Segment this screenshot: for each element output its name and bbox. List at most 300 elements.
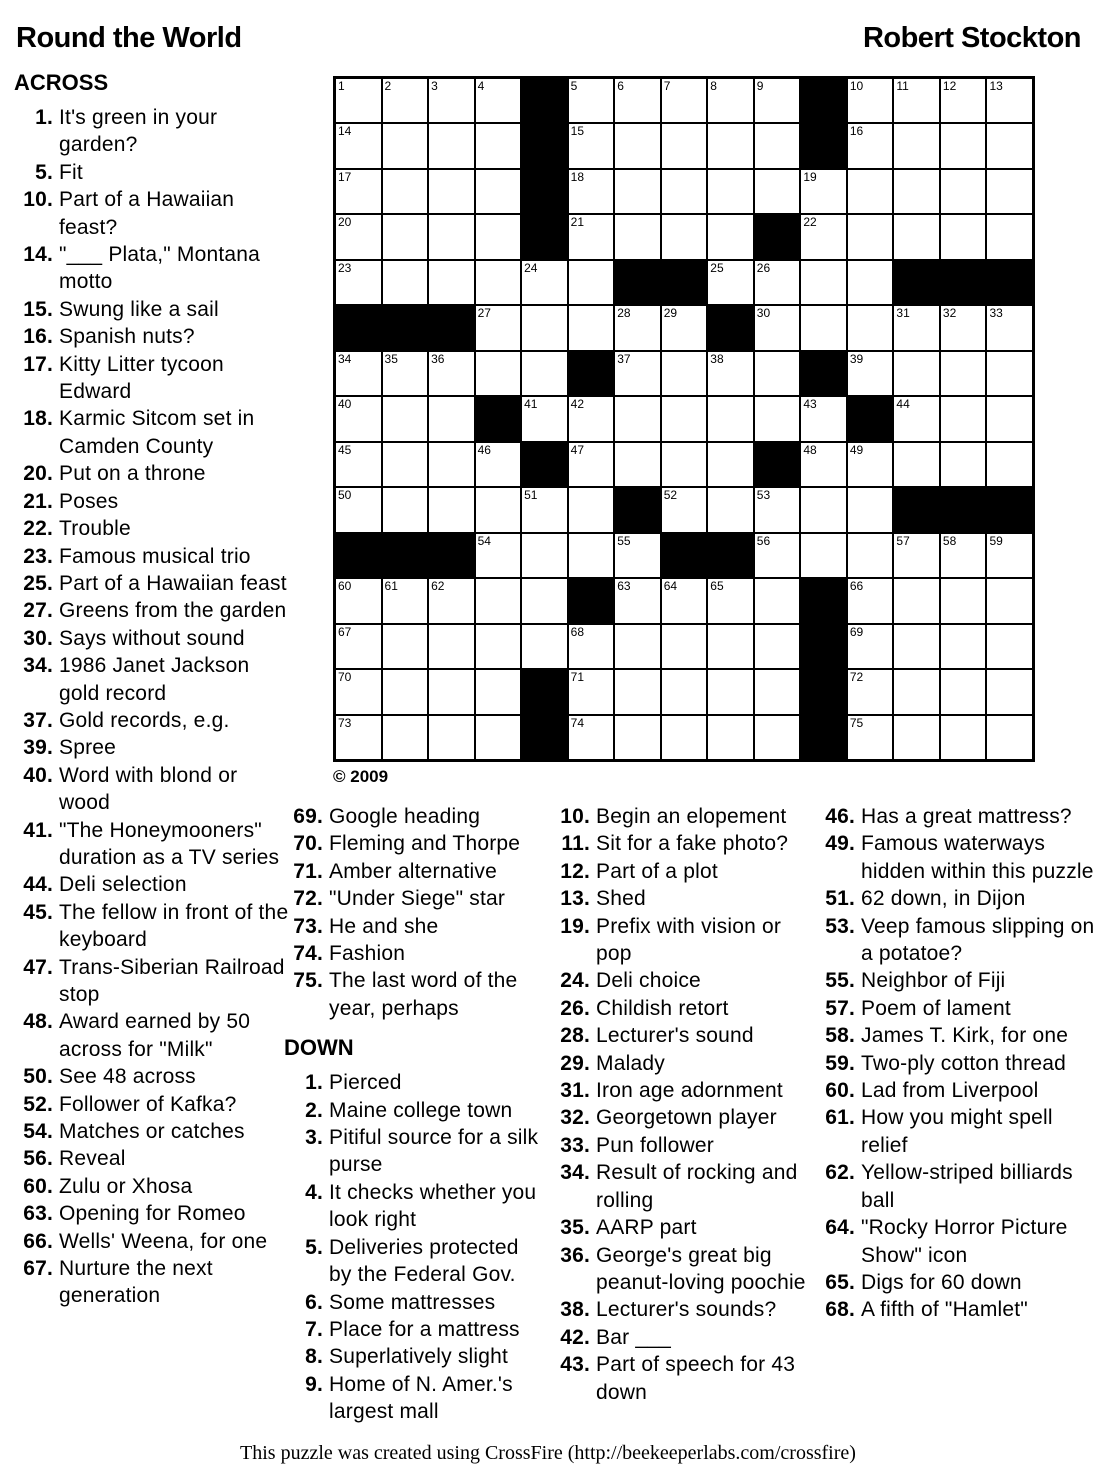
across-clue-17 bbox=[13, 351, 289, 406]
white-cell[interactable] bbox=[336, 488, 381, 531]
white-cell[interactable] bbox=[987, 170, 1032, 213]
white-cell[interactable] bbox=[476, 579, 521, 622]
white-cell[interactable] bbox=[383, 443, 428, 486]
white-cell[interactable] bbox=[383, 579, 428, 622]
white-cell[interactable] bbox=[662, 579, 707, 622]
down-clue-29 bbox=[550, 1050, 816, 1077]
white-cell[interactable] bbox=[708, 625, 753, 668]
cell-number: 63 bbox=[617, 579, 631, 594]
black-cell bbox=[801, 352, 846, 395]
white-cell[interactable] bbox=[708, 352, 753, 395]
across-clue-21 bbox=[13, 488, 289, 515]
white-cell[interactable] bbox=[987, 124, 1032, 167]
clue-number: 70. bbox=[293, 832, 323, 856]
down-clue-62 bbox=[815, 1159, 1096, 1214]
white-cell[interactable] bbox=[894, 215, 939, 258]
white-cell[interactable] bbox=[522, 261, 567, 304]
clue-text: 62 down, in Dijon bbox=[861, 887, 1026, 911]
white-cell[interactable] bbox=[848, 670, 893, 713]
white-cell[interactable] bbox=[987, 79, 1032, 122]
clue-number: 54. bbox=[23, 1120, 53, 1144]
white-cell[interactable] bbox=[383, 261, 428, 304]
clue-text: Poem of lament bbox=[861, 996, 1011, 1020]
clue-text: Neighbor of Fiji bbox=[861, 969, 1006, 993]
cell-number: 39 bbox=[849, 351, 864, 366]
white-cell[interactable] bbox=[848, 579, 893, 622]
clue-text: Famous musical trio bbox=[59, 544, 251, 568]
white-cell[interactable] bbox=[755, 534, 800, 577]
down-clue-55 bbox=[815, 967, 1096, 994]
white-cell[interactable] bbox=[801, 215, 846, 258]
white-cell[interactable] bbox=[476, 124, 521, 167]
white-cell[interactable] bbox=[476, 79, 521, 122]
white-cell[interactable] bbox=[755, 579, 800, 622]
down-clue-36 bbox=[550, 1242, 816, 1297]
white-cell[interactable] bbox=[522, 534, 567, 577]
clue-number: 18. bbox=[23, 407, 53, 431]
clue-number: 74. bbox=[293, 942, 323, 966]
white-cell[interactable] bbox=[848, 625, 893, 668]
black-cell bbox=[522, 215, 567, 258]
clue-number: 51. bbox=[825, 887, 855, 911]
clue-number: 4. bbox=[305, 1180, 323, 1204]
white-cell[interactable] bbox=[615, 625, 660, 668]
across-clue-30 bbox=[13, 625, 289, 652]
white-cell[interactable] bbox=[755, 306, 800, 349]
white-cell[interactable] bbox=[941, 306, 986, 349]
white-cell[interactable] bbox=[987, 579, 1032, 622]
white-cell[interactable] bbox=[941, 625, 986, 668]
white-cell[interactable] bbox=[522, 306, 567, 349]
clue-number: 56. bbox=[23, 1147, 53, 1171]
white-cell[interactable] bbox=[429, 124, 474, 167]
white-cell[interactable] bbox=[987, 306, 1032, 349]
black-cell bbox=[801, 579, 846, 622]
white-cell[interactable] bbox=[708, 670, 753, 713]
white-cell[interactable] bbox=[336, 625, 381, 668]
white-cell[interactable] bbox=[708, 215, 753, 258]
white-cell[interactable] bbox=[476, 670, 521, 713]
white-cell[interactable] bbox=[569, 124, 614, 167]
white-cell[interactable] bbox=[755, 670, 800, 713]
white-cell[interactable] bbox=[755, 124, 800, 167]
white-cell[interactable] bbox=[801, 170, 846, 213]
white-cell[interactable] bbox=[987, 215, 1032, 258]
white-cell[interactable] bbox=[336, 397, 381, 440]
white-cell[interactable] bbox=[662, 352, 707, 395]
cell-number: 30 bbox=[756, 306, 771, 321]
cell-number: 22 bbox=[803, 215, 817, 230]
clue-number: 33. bbox=[560, 1133, 590, 1157]
cell-number: 14 bbox=[338, 124, 352, 139]
white-cell[interactable] bbox=[569, 170, 614, 213]
white-cell[interactable] bbox=[708, 170, 753, 213]
white-cell[interactable] bbox=[569, 625, 614, 668]
white-cell[interactable] bbox=[894, 397, 939, 440]
clue-text: Home of N. Amer.'s largest mall bbox=[329, 1372, 513, 1424]
white-cell[interactable] bbox=[894, 443, 939, 486]
white-cell[interactable] bbox=[662, 397, 707, 440]
white-cell[interactable] bbox=[848, 124, 893, 167]
clue-text: Reveal bbox=[59, 1147, 126, 1171]
down-clue-13 bbox=[550, 885, 816, 912]
clue-number: 1. bbox=[305, 1071, 323, 1095]
clue-text: "Under Siege" star bbox=[329, 887, 506, 911]
white-cell[interactable] bbox=[755, 488, 800, 531]
white-cell[interactable] bbox=[941, 352, 986, 395]
white-cell[interactable] bbox=[476, 261, 521, 304]
white-cell[interactable] bbox=[708, 488, 753, 531]
white-cell[interactable] bbox=[894, 170, 939, 213]
white-cell[interactable] bbox=[941, 443, 986, 486]
clue-number: 23. bbox=[23, 544, 53, 568]
clue-number: 26. bbox=[560, 996, 590, 1020]
white-cell[interactable] bbox=[569, 443, 614, 486]
white-cell[interactable] bbox=[476, 443, 521, 486]
white-cell[interactable] bbox=[941, 579, 986, 622]
white-cell[interactable] bbox=[615, 79, 660, 122]
white-cell[interactable] bbox=[941, 716, 986, 759]
white-cell[interactable] bbox=[383, 352, 428, 395]
white-cell[interactable] bbox=[383, 124, 428, 167]
white-cell[interactable] bbox=[894, 716, 939, 759]
white-cell[interactable] bbox=[476, 625, 521, 668]
black-cell bbox=[336, 534, 381, 577]
clue-text: The last word of the year, perhaps bbox=[329, 969, 518, 1020]
white-cell[interactable] bbox=[383, 215, 428, 258]
white-cell[interactable] bbox=[987, 534, 1032, 577]
clue-number: 45. bbox=[23, 900, 53, 924]
down-clue-58 bbox=[815, 1022, 1096, 1049]
white-cell[interactable] bbox=[615, 443, 660, 486]
white-cell[interactable] bbox=[336, 79, 381, 122]
clue-number: 41. bbox=[23, 818, 53, 842]
white-cell[interactable] bbox=[522, 352, 567, 395]
white-cell[interactable] bbox=[662, 443, 707, 486]
white-cell[interactable] bbox=[801, 488, 846, 531]
clue-number: 31. bbox=[560, 1079, 590, 1103]
white-cell[interactable] bbox=[755, 352, 800, 395]
white-cell[interactable] bbox=[894, 79, 939, 122]
white-cell[interactable] bbox=[569, 488, 614, 531]
white-cell[interactable] bbox=[662, 716, 707, 759]
white-cell[interactable] bbox=[383, 170, 428, 213]
clue-number: 68. bbox=[825, 1298, 855, 1322]
cell-number: 72 bbox=[849, 670, 864, 685]
white-cell[interactable] bbox=[801, 261, 846, 304]
cell-number: 51 bbox=[524, 488, 538, 503]
across-clue-60 bbox=[13, 1173, 289, 1200]
clue-text: Kitty Litter tycoon Edward bbox=[59, 352, 224, 404]
down-clue-6 bbox=[283, 1289, 546, 1316]
cell-number: 20 bbox=[338, 215, 352, 230]
white-cell[interactable] bbox=[336, 579, 381, 622]
cell-number: 35 bbox=[384, 351, 398, 366]
white-cell[interactable] bbox=[569, 306, 614, 349]
white-cell[interactable] bbox=[662, 79, 707, 122]
white-cell[interactable] bbox=[615, 352, 660, 395]
white-cell[interactable] bbox=[848, 352, 893, 395]
white-cell[interactable] bbox=[569, 397, 614, 440]
across-clue-list-1 bbox=[13, 104, 289, 1310]
white-cell[interactable] bbox=[569, 215, 614, 258]
white-cell[interactable] bbox=[522, 625, 567, 668]
white-cell[interactable] bbox=[476, 215, 521, 258]
clue-number: 53. bbox=[825, 914, 855, 938]
clue-number: 60. bbox=[825, 1079, 855, 1103]
cell-number: 57 bbox=[896, 533, 910, 548]
white-cell[interactable] bbox=[476, 488, 521, 531]
white-cell[interactable] bbox=[987, 352, 1032, 395]
white-cell[interactable] bbox=[429, 579, 474, 622]
white-cell[interactable] bbox=[987, 397, 1032, 440]
white-cell[interactable] bbox=[476, 306, 521, 349]
clue-number: 52. bbox=[23, 1092, 53, 1116]
across-clue-list-2 bbox=[283, 803, 546, 1022]
white-cell[interactable] bbox=[615, 579, 660, 622]
white-cell[interactable] bbox=[662, 215, 707, 258]
down-clue-10 bbox=[550, 803, 816, 830]
white-cell[interactable] bbox=[615, 670, 660, 713]
clue-text: It's green in your garden? bbox=[59, 106, 218, 157]
across-clue-75 bbox=[283, 967, 546, 1022]
clue-number: 28. bbox=[560, 1024, 590, 1048]
white-cell[interactable] bbox=[615, 124, 660, 167]
black-cell bbox=[429, 306, 474, 349]
clue-number: 47. bbox=[23, 955, 53, 979]
down-clue-3 bbox=[283, 1124, 546, 1179]
clue-number: 46. bbox=[825, 805, 855, 828]
white-cell[interactable] bbox=[755, 79, 800, 122]
cell-number: 26 bbox=[756, 260, 771, 275]
white-cell[interactable] bbox=[429, 716, 474, 759]
across-clue-73 bbox=[283, 913, 546, 940]
down-clue-19 bbox=[550, 913, 816, 968]
cell-number: 46 bbox=[477, 442, 491, 457]
cell-number: 50 bbox=[338, 488, 352, 503]
black-cell bbox=[801, 124, 846, 167]
white-cell[interactable] bbox=[383, 716, 428, 759]
white-cell[interactable] bbox=[429, 397, 474, 440]
white-cell[interactable] bbox=[848, 488, 893, 531]
white-cell[interactable] bbox=[615, 716, 660, 759]
across-clue-67 bbox=[13, 1255, 289, 1310]
down-clue-51 bbox=[815, 885, 1096, 912]
white-cell[interactable] bbox=[336, 261, 381, 304]
cell-number: 34 bbox=[338, 351, 352, 366]
white-cell[interactable] bbox=[848, 443, 893, 486]
down-header: DOWN bbox=[284, 1035, 354, 1061]
black-cell bbox=[522, 79, 567, 122]
clue-text: Sit for a fake photo? bbox=[596, 832, 789, 856]
cell-number: 61 bbox=[384, 579, 398, 594]
white-cell[interactable] bbox=[801, 443, 846, 486]
down-clue-list-2 bbox=[550, 803, 816, 1406]
cell-number: 8 bbox=[710, 79, 717, 93]
white-cell[interactable] bbox=[894, 124, 939, 167]
white-cell[interactable] bbox=[429, 443, 474, 486]
down-clue-5 bbox=[283, 1234, 546, 1289]
white-cell[interactable] bbox=[522, 579, 567, 622]
across-clue-72 bbox=[283, 885, 546, 912]
white-cell[interactable] bbox=[941, 79, 986, 122]
white-cell[interactable] bbox=[848, 534, 893, 577]
white-cell[interactable] bbox=[383, 625, 428, 668]
white-cell[interactable] bbox=[708, 716, 753, 759]
white-cell[interactable] bbox=[383, 397, 428, 440]
white-cell[interactable] bbox=[941, 670, 986, 713]
white-cell[interactable] bbox=[987, 716, 1032, 759]
white-cell[interactable] bbox=[662, 170, 707, 213]
white-cell[interactable] bbox=[941, 170, 986, 213]
white-cell[interactable] bbox=[987, 670, 1032, 713]
white-cell[interactable] bbox=[336, 215, 381, 258]
white-cell[interactable] bbox=[708, 397, 753, 440]
white-cell[interactable] bbox=[708, 261, 753, 304]
white-cell[interactable] bbox=[801, 534, 846, 577]
white-cell[interactable] bbox=[615, 397, 660, 440]
white-cell[interactable] bbox=[662, 488, 707, 531]
white-cell[interactable] bbox=[708, 443, 753, 486]
white-cell[interactable] bbox=[476, 716, 521, 759]
black-cell bbox=[894, 261, 939, 304]
white-cell[interactable] bbox=[476, 534, 521, 577]
white-cell[interactable] bbox=[894, 352, 939, 395]
white-cell[interactable] bbox=[336, 443, 381, 486]
white-cell[interactable] bbox=[801, 397, 846, 440]
white-cell[interactable] bbox=[662, 625, 707, 668]
white-cell[interactable] bbox=[848, 79, 893, 122]
white-cell[interactable] bbox=[569, 261, 614, 304]
white-cell[interactable] bbox=[662, 124, 707, 167]
across-clue-66 bbox=[13, 1228, 289, 1255]
clue-text: AARP part bbox=[596, 1216, 697, 1240]
white-cell[interactable] bbox=[383, 79, 428, 122]
white-cell[interactable] bbox=[569, 79, 614, 122]
cell-number: 17 bbox=[338, 169, 352, 184]
white-cell[interactable] bbox=[429, 215, 474, 258]
across-clue-20 bbox=[13, 460, 289, 487]
down-clue-11 bbox=[550, 830, 816, 857]
white-cell[interactable] bbox=[941, 397, 986, 440]
cell-number: 37 bbox=[617, 351, 631, 366]
clue-number: 75. bbox=[293, 969, 323, 993]
clue-number: 34. bbox=[23, 654, 53, 678]
cell-number: 40 bbox=[338, 397, 352, 412]
white-cell[interactable] bbox=[755, 716, 800, 759]
white-cell[interactable] bbox=[848, 716, 893, 759]
down-clue-61 bbox=[815, 1104, 1096, 1159]
white-cell[interactable] bbox=[429, 261, 474, 304]
white-cell[interactable] bbox=[429, 625, 474, 668]
cell-number: 23 bbox=[338, 260, 352, 275]
white-cell[interactable] bbox=[662, 306, 707, 349]
white-cell[interactable] bbox=[429, 488, 474, 531]
white-cell[interactable] bbox=[569, 534, 614, 577]
white-cell[interactable] bbox=[615, 306, 660, 349]
white-cell[interactable] bbox=[336, 670, 381, 713]
down-clues-column-3 bbox=[815, 803, 1096, 1324]
cell-number: 28 bbox=[617, 306, 631, 321]
white-cell[interactable] bbox=[476, 352, 521, 395]
across-clue-48 bbox=[13, 1008, 289, 1063]
clue-text: Georgetown player bbox=[596, 1106, 777, 1130]
white-cell[interactable] bbox=[987, 443, 1032, 486]
clue-number: 69. bbox=[293, 805, 323, 828]
white-cell[interactable] bbox=[848, 215, 893, 258]
white-cell[interactable] bbox=[894, 579, 939, 622]
white-cell[interactable] bbox=[894, 625, 939, 668]
cell-number: 27 bbox=[477, 306, 491, 321]
white-cell[interactable] bbox=[569, 670, 614, 713]
white-cell[interactable] bbox=[755, 261, 800, 304]
white-cell[interactable] bbox=[755, 625, 800, 668]
white-cell[interactable] bbox=[383, 488, 428, 531]
white-cell[interactable] bbox=[429, 352, 474, 395]
white-cell[interactable] bbox=[894, 670, 939, 713]
white-cell[interactable] bbox=[941, 534, 986, 577]
white-cell[interactable] bbox=[941, 124, 986, 167]
clue-text: Pun follower bbox=[596, 1133, 714, 1157]
white-cell[interactable] bbox=[615, 215, 660, 258]
clue-number: 9. bbox=[305, 1372, 323, 1396]
white-cell[interactable] bbox=[987, 625, 1032, 668]
black-cell bbox=[801, 716, 846, 759]
across-clue-16 bbox=[13, 323, 289, 350]
white-cell[interactable] bbox=[615, 534, 660, 577]
clue-text: Greens from the garden bbox=[59, 599, 287, 623]
white-cell[interactable] bbox=[941, 215, 986, 258]
white-cell[interactable] bbox=[662, 670, 707, 713]
clue-number: 5. bbox=[305, 1235, 323, 1259]
white-cell[interactable] bbox=[569, 716, 614, 759]
white-cell[interactable] bbox=[894, 534, 939, 577]
white-cell[interactable] bbox=[429, 670, 474, 713]
white-cell[interactable] bbox=[429, 79, 474, 122]
white-cell[interactable] bbox=[476, 170, 521, 213]
down-clue-4 bbox=[283, 1179, 546, 1234]
white-cell[interactable] bbox=[383, 670, 428, 713]
white-cell[interactable] bbox=[522, 488, 567, 531]
clue-number: 21. bbox=[23, 489, 53, 513]
white-cell[interactable] bbox=[894, 306, 939, 349]
white-cell[interactable] bbox=[848, 170, 893, 213]
white-cell[interactable] bbox=[522, 397, 567, 440]
clue-number: 65. bbox=[825, 1270, 855, 1294]
white-cell[interactable] bbox=[336, 716, 381, 759]
white-cell[interactable] bbox=[801, 306, 846, 349]
white-cell[interactable] bbox=[848, 306, 893, 349]
clue-number: 2. bbox=[305, 1098, 323, 1122]
white-cell[interactable] bbox=[708, 79, 753, 122]
cell-number: 3 bbox=[431, 79, 438, 93]
clue-number: 13. bbox=[560, 887, 590, 911]
white-cell[interactable] bbox=[755, 397, 800, 440]
white-cell[interactable] bbox=[708, 124, 753, 167]
white-cell[interactable] bbox=[336, 170, 381, 213]
cell-number: 12 bbox=[942, 79, 957, 93]
clue-text: Nurture the next generation bbox=[59, 1257, 213, 1308]
white-cell[interactable] bbox=[336, 124, 381, 167]
across-clue-45 bbox=[13, 899, 289, 954]
white-cell[interactable] bbox=[429, 170, 474, 213]
white-cell[interactable] bbox=[708, 579, 753, 622]
clue-text: Malady bbox=[596, 1051, 665, 1075]
white-cell[interactable] bbox=[755, 170, 800, 213]
white-cell[interactable] bbox=[615, 170, 660, 213]
white-cell[interactable] bbox=[336, 352, 381, 395]
white-cell[interactable] bbox=[848, 261, 893, 304]
